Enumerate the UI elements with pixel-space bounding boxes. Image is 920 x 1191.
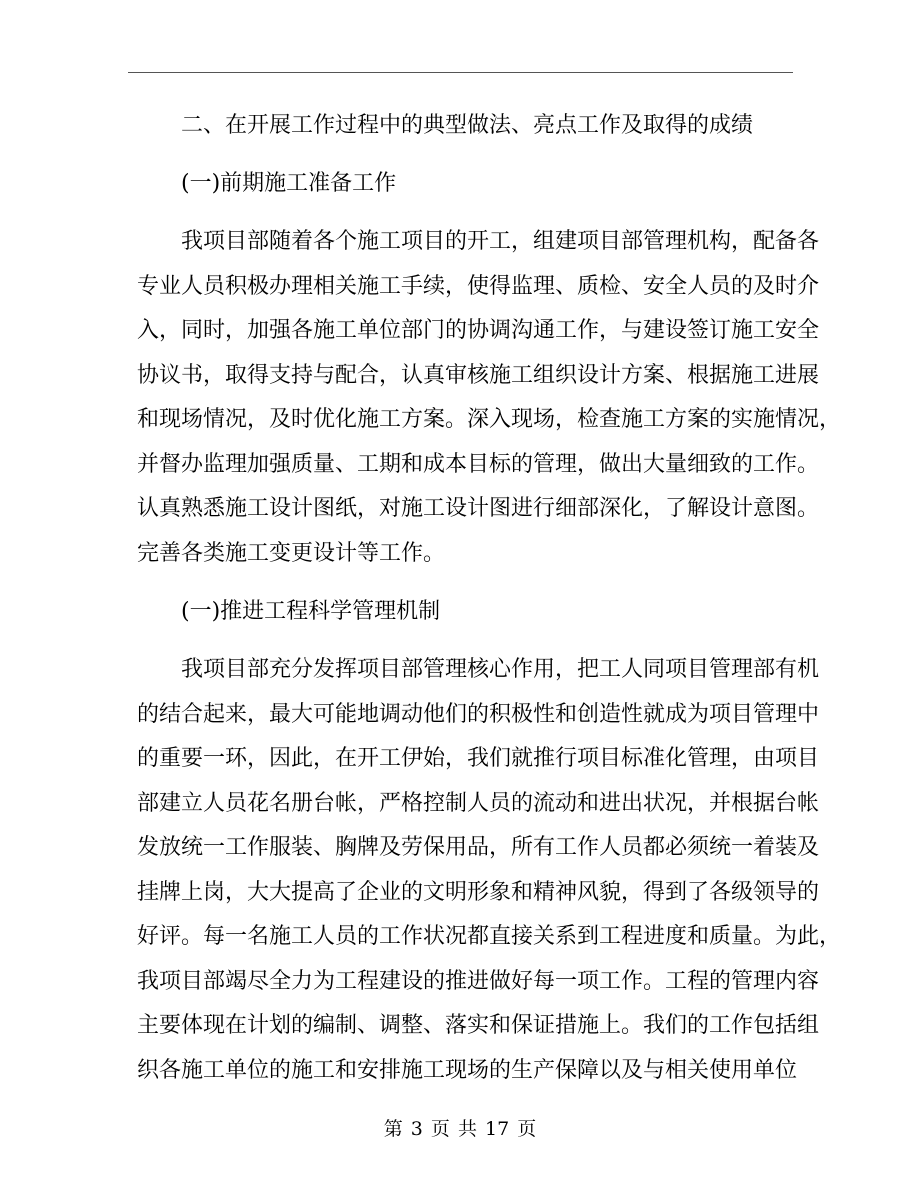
paragraph-line: 我项目部随着各个施工项目的开工，组建项目部管理机构，配备各 bbox=[181, 229, 820, 254]
paragraph-line: 发放统一工作服装、胸牌及劳保用品，所有工作人员都必须统一着装及 bbox=[137, 835, 820, 860]
subheading-preparation: (一)前期施工准备工作 bbox=[181, 171, 397, 196]
paragraph-line: 挂牌上岗，大大提高了企业的文明形象和精神风貌，得到了各级领导的 bbox=[137, 879, 820, 905]
paragraph-line: 和现场情况，及时优化施工方案。深入现场，检查施工方案的实施情况， bbox=[137, 407, 842, 432]
paragraph-line: 我项目部竭尽全力为工程建设的推进做好每一项工作。工程的管理内容 bbox=[137, 968, 820, 994]
paragraph-line: 入，同时，加强各施工单位部门的协调沟通工作，与建设签订施工安全 bbox=[137, 318, 820, 343]
subheading-management: (一)推进工程科学管理机制 bbox=[181, 599, 441, 624]
paragraph-line: 并督办监理加强质量、工期和成本目标的管理，做出大量细致的工作。 bbox=[137, 451, 820, 477]
paragraph-management bbox=[137, 648, 842, 1093]
paragraph-line: 协议书，取得支持与配合，认真审核施工组织设计方案、根据施工进展 bbox=[137, 362, 820, 388]
document-body bbox=[137, 104, 842, 1093]
header-rule bbox=[128, 72, 793, 73]
paragraph-line: 专业人员积极办理相关施工手续，使得监理、质检、安全人员的及时介 bbox=[137, 273, 820, 299]
section-heading: 二、在开展工作过程中的典型做法、亮点工作及取得的成绩 bbox=[181, 113, 754, 138]
paragraph-line: 好评。每一名施工人员的工作状况都直接关系到工程进度和质量。为此， bbox=[137, 924, 842, 949]
paragraph-line: 完善各类施工变更设计等工作。 bbox=[137, 540, 446, 566]
page-number: 第 3 页 共 17 页 bbox=[383, 1118, 537, 1140]
paragraph-line: 认真熟悉施工设计图纸，对施工设计图进行细部深化，了解设计意图。 bbox=[137, 496, 820, 521]
paragraph-line: 主要体现在计划的编制、调整、落实和保证措施上。我们的工作包括组 bbox=[137, 1013, 820, 1038]
paragraph-preparation bbox=[137, 220, 842, 576]
paragraph-line: 我项目部充分发挥项目部管理核心作用，把工人同项目管理部有机 bbox=[181, 657, 820, 682]
paragraph-line: 部建立人员花名册台帐，严格控制人员的流动和进出状况，并根据台帐 bbox=[137, 790, 820, 816]
paragraph-line: 织各施工单位的施工和安排施工现场的生产保障以及与相关使用单位 bbox=[137, 1057, 798, 1083]
paragraph-line: 的结合起来，最大可能地调动他们的积极性和创造性就成为项目管理中 bbox=[137, 701, 820, 727]
paragraph-line: 的重要一环，因此，在开工伊始，我们就推行项目标准化管理，由项目 bbox=[137, 746, 820, 771]
